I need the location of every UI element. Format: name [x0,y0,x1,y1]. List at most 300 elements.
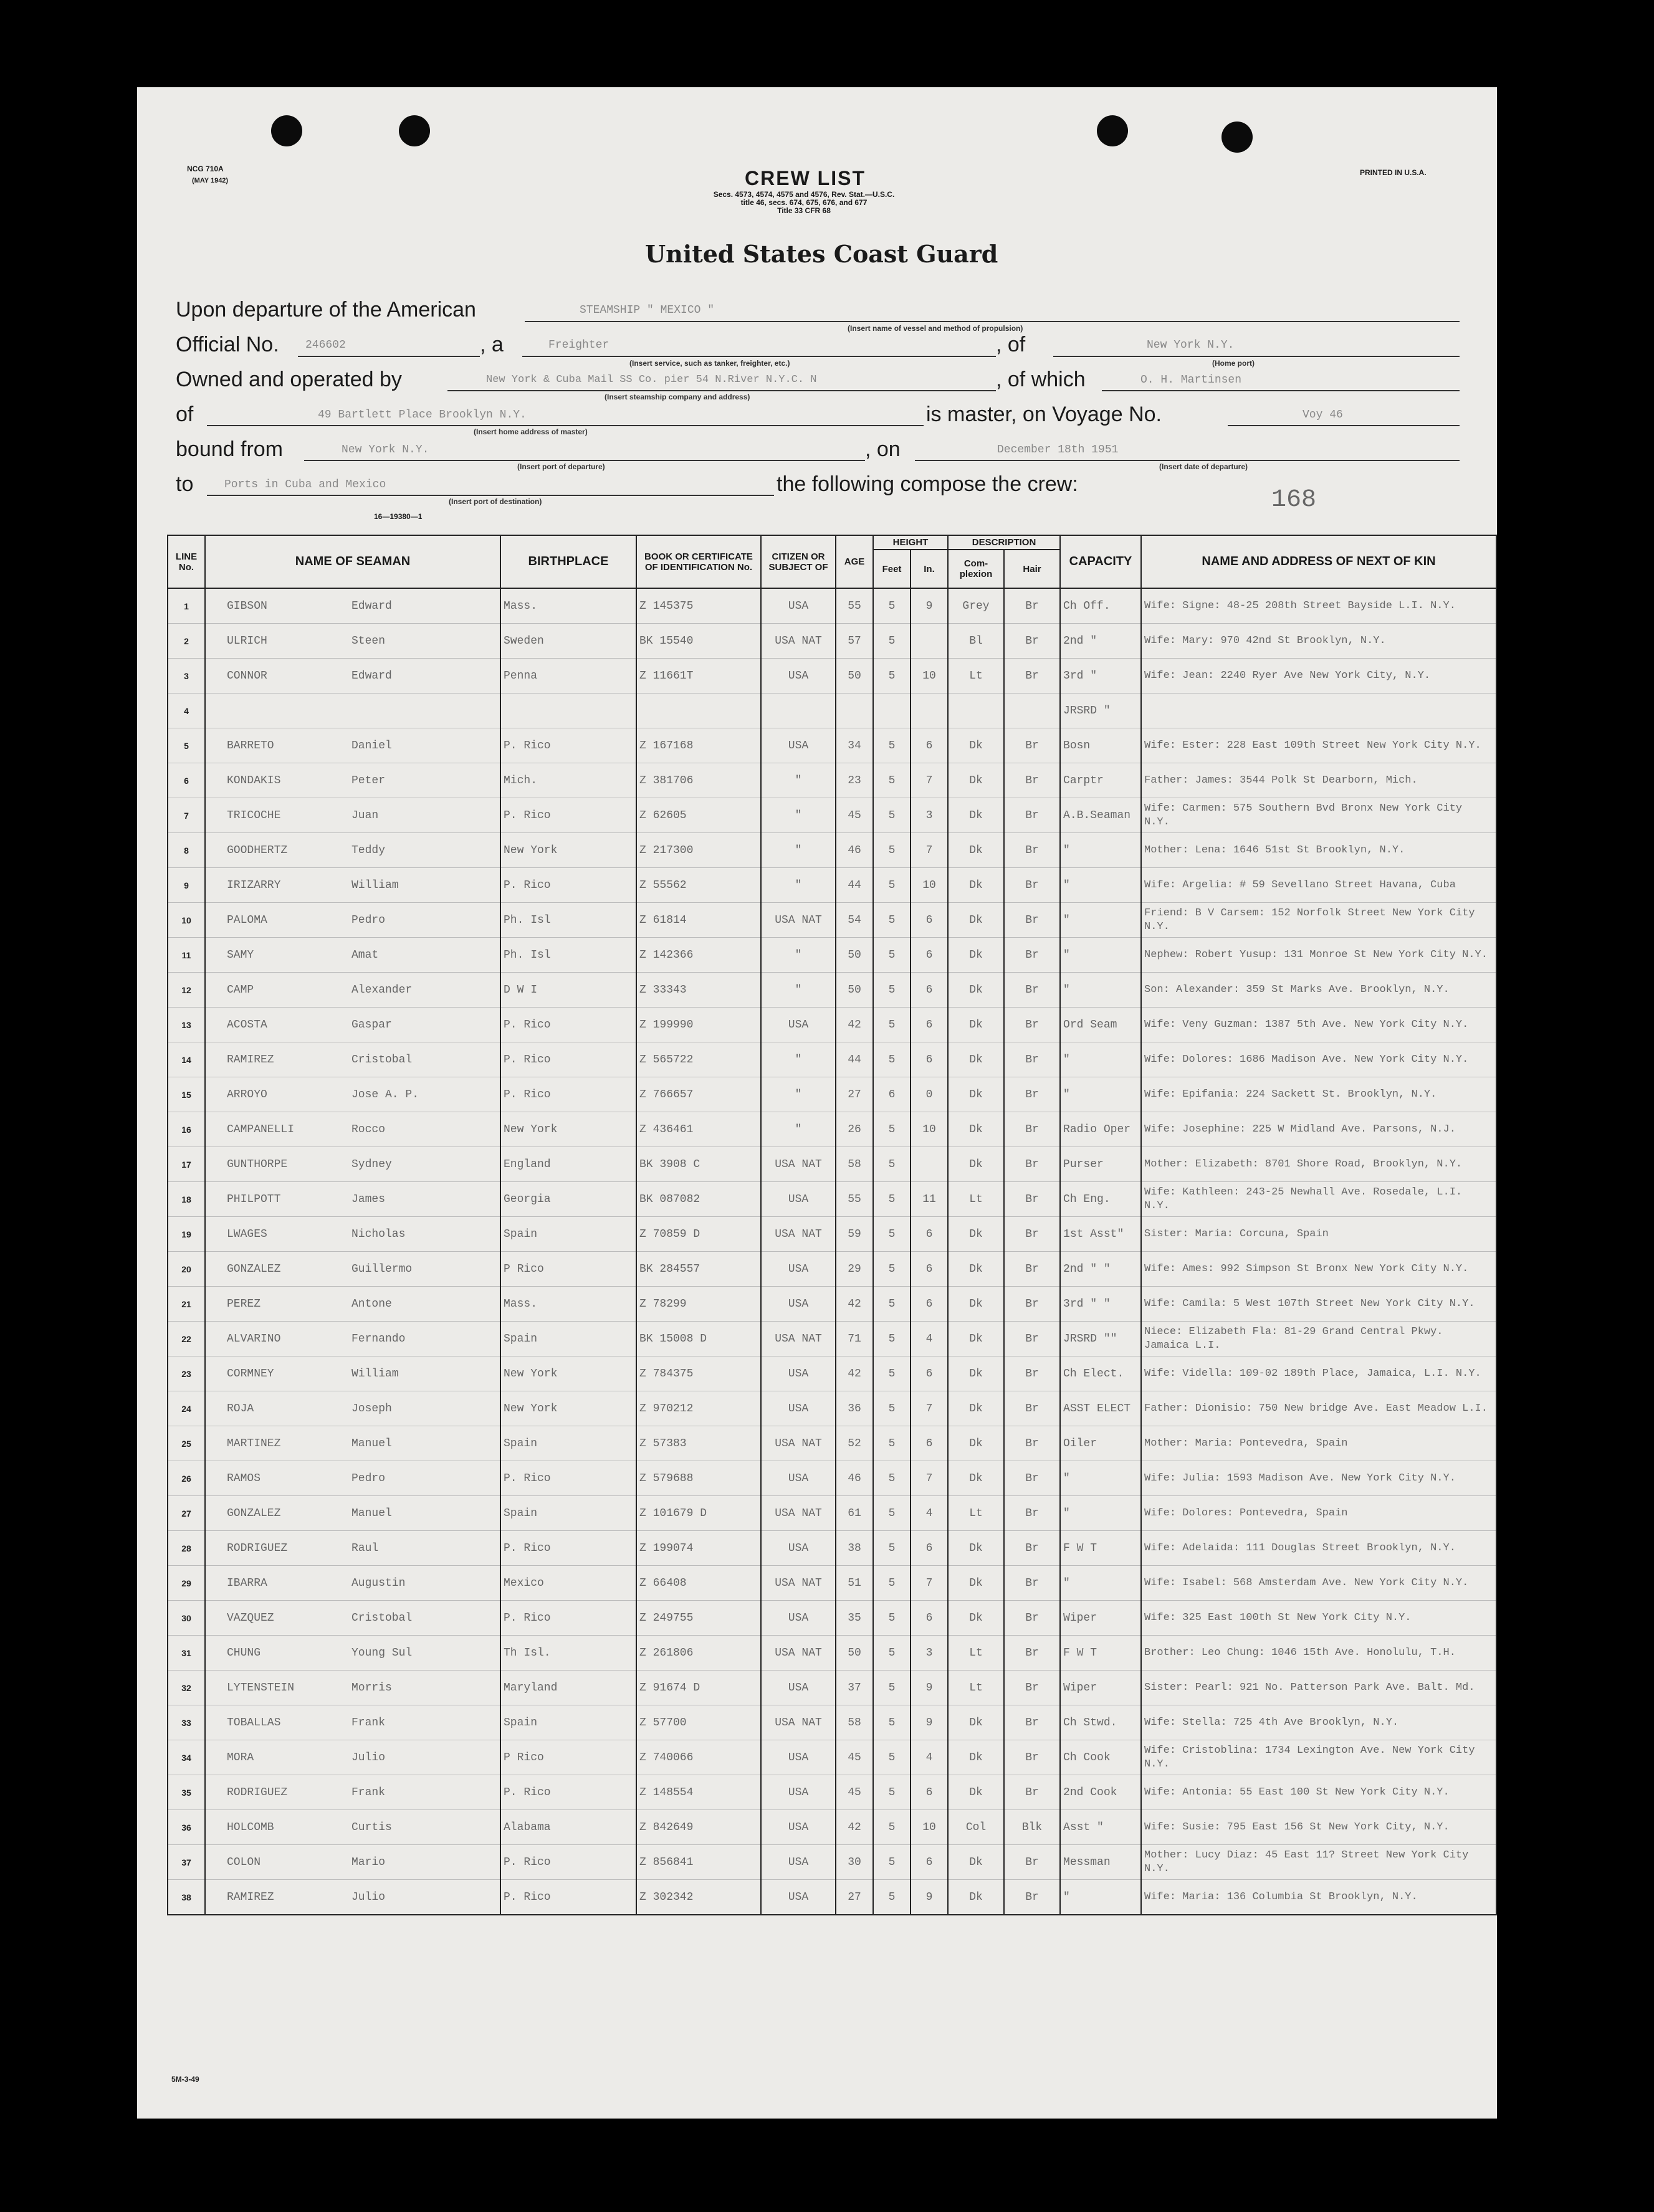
capacity: 2nd " [1060,624,1141,659]
certificate-number: Z 91674 D [636,1671,761,1705]
height-feet: 5 [873,1008,911,1042]
line-number: 7 [168,798,205,833]
given-name: Edward [351,599,392,613]
surname: KONDAKIS [227,774,281,787]
line-number: 28 [168,1531,205,1566]
line-number: 21 [168,1287,205,1322]
seaman-name [205,1252,500,1287]
capacity: Purser [1060,1147,1141,1182]
line-number: 30 [168,1601,205,1636]
crew-rows [168,588,1496,1915]
crew-row [168,1147,1496,1182]
height-feet: 5 [873,1461,911,1496]
col-line: LINE No. [168,535,205,588]
age: 37 [836,1671,873,1705]
punch-hole [271,115,302,146]
age: 50 [836,973,873,1008]
age: 50 [836,659,873,694]
given-name: Rocco [351,1123,386,1136]
citizenship: USA NAT [761,1322,836,1356]
height-inches: 6 [911,1845,948,1880]
line-number: 18 [168,1182,205,1217]
complexion: Dk [948,1008,1004,1042]
height-feet: 5 [873,938,911,973]
surname: PALOMA [227,913,267,927]
given-name: Morris [351,1681,392,1694]
line-number: 16 [168,1112,205,1147]
age: 23 [836,763,873,798]
age: 54 [836,903,873,938]
hair: Br [1004,1566,1060,1601]
height-feet: 5 [873,1391,911,1426]
height-inches: 6 [911,1042,948,1077]
line-number: 3 [168,659,205,694]
citizenship: " [761,973,836,1008]
citizenship [761,694,836,728]
line-number: 27 [168,1496,205,1531]
surname: LYTENSTEIN [227,1681,295,1694]
height-inches: 6 [911,728,948,763]
given-name: Frank [351,1786,386,1799]
capacity: Radio Oper [1060,1112,1141,1147]
line-number: 37 [168,1845,205,1880]
capacity: Ch Eng. [1060,1182,1141,1217]
next-of-kin: Wife: Maria: 136 Columbia St Brooklyn, N.Y. [1141,1880,1496,1915]
citizenship: USA [761,1775,836,1810]
next-of-kin: Son: Alexander: 359 St Marks Ave. Brooklyn, N.Y. [1141,973,1496,1008]
line-number: 33 [168,1705,205,1740]
date-hint: (Insert date of departure) [1159,462,1248,471]
certificate-number: Z 970212 [636,1391,761,1426]
hair [1004,694,1060,728]
departure-date-value: December 18th 1951 [997,444,1119,456]
complexion [948,694,1004,728]
complexion: Dk [948,1775,1004,1810]
given-name: Teddy [351,844,386,857]
given-name: Guillermo [351,1262,413,1275]
seaman-name [205,973,500,1008]
hair: Br [1004,1042,1060,1077]
hair: Br [1004,1252,1060,1287]
next-of-kin: Wife: Ames: 992 Simpson St Bronx New York City N.Y. [1141,1252,1496,1287]
height-feet: 5 [873,1426,911,1461]
citizenship: USA [761,1008,836,1042]
agency-title: United States Coast Guard [645,240,998,268]
seaman-name [205,938,500,973]
age: 29 [836,1252,873,1287]
destination-value: Ports in Cuba and Mexico [224,479,386,491]
birthplace: P. Rico [500,1042,636,1077]
seaman-name [205,659,500,694]
col-complexion: Com-plexion [948,550,1004,588]
certificate-number: Z 61814 [636,903,761,938]
surname: GOODHERTZ [227,844,288,857]
next-of-kin: Wife: Jean: 2240 Ryer Ave New York City, N.Y. [1141,659,1496,694]
certificate-number: Z 381706 [636,763,761,798]
height-inches [911,1147,948,1182]
given-name: Julio [351,1751,386,1764]
certificate-number: Z 145375 [636,588,761,624]
next-of-kin: Wife: Vidella: 109-02 189th Place, Jamaica, L.I. N.Y. [1141,1356,1496,1391]
complexion: Dk [948,938,1004,973]
owner-hint: (Insert steamship company and address) [605,393,750,401]
next-of-kin: Wife: Mary: 970 42nd St Brooklyn, N.Y. [1141,624,1496,659]
given-name: Pedro [351,1472,386,1485]
height-feet: 5 [873,1845,911,1880]
birthplace [500,694,636,728]
next-of-kin: Wife: Julia: 1593 Madison Ave. New York City N.Y. [1141,1461,1496,1496]
given-name: Julio [351,1890,386,1904]
birthplace: Spain [500,1705,636,1740]
punch-hole [399,115,430,146]
birthplace: Spain [500,1496,636,1531]
crew-row [168,624,1496,659]
crew-row [168,1636,1496,1671]
certificate-number: Z 261806 [636,1636,761,1671]
seaman-name [205,1077,500,1112]
next-of-kin: Father: James: 3544 Polk St Dearborn, Mich. [1141,763,1496,798]
capacity: Asst " [1060,1810,1141,1845]
next-of-kin: Wife: Epifania: 224 Sackett St. Brooklyn, N.Y. [1141,1077,1496,1112]
birthplace: New York [500,1391,636,1426]
height-feet: 5 [873,903,911,938]
given-name: Antone [351,1297,392,1310]
age: 58 [836,1705,873,1740]
height-feet: 5 [873,1636,911,1671]
line-number: 20 [168,1252,205,1287]
hair: Br [1004,1287,1060,1322]
complexion: Dk [948,1356,1004,1391]
certificate-number: Z 766657 [636,1077,761,1112]
birthplace: Maryland [500,1671,636,1705]
given-name: Peter [351,774,386,787]
seaman-name [205,1217,500,1252]
height-feet: 5 [873,624,911,659]
form-title: CREW LIST [745,167,866,189]
crew-row [168,1077,1496,1112]
crew-row [168,1496,1496,1531]
birthplace: P. Rico [500,1461,636,1496]
age: 55 [836,1182,873,1217]
height-inches: 6 [911,938,948,973]
age: 45 [836,1740,873,1775]
surname: PHILPOTT [227,1193,281,1206]
hair: Br [1004,1356,1060,1391]
hair: Br [1004,1322,1060,1356]
complexion: Dk [948,1147,1004,1182]
seaman-name [205,1671,500,1705]
birthplace: P. Rico [500,1531,636,1566]
capacity: ASST ELECT [1060,1391,1141,1426]
hair: Br [1004,1496,1060,1531]
surname: PEREZ [227,1297,261,1310]
citizenship: " [761,868,836,903]
hair: Br [1004,938,1060,973]
seaman-name [205,1740,500,1775]
hair: Br [1004,798,1060,833]
complexion: Dk [948,1287,1004,1322]
height-inches: 6 [911,1531,948,1566]
citizenship: " [761,763,836,798]
line-number: 11 [168,938,205,973]
surname: IRIZARRY [227,879,281,892]
line-number: 26 [168,1461,205,1496]
col-book: BOOK OR CERTIFICATE OF IDENTIFICATION No. [636,535,761,588]
age: 42 [836,1287,873,1322]
height-feet: 5 [873,1496,911,1531]
crew-row [168,868,1496,903]
height-inches: 6 [911,1252,948,1287]
crew-row [168,1322,1496,1356]
next-of-kin [1141,694,1496,728]
crew-row [168,1112,1496,1147]
line-number: 29 [168,1566,205,1601]
crew-row [168,1601,1496,1636]
surname: CAMP [227,983,254,996]
master-address-hint: (Insert home address of master) [474,427,588,436]
of-which-label: , of which [996,368,1086,391]
height-inches: 6 [911,973,948,1008]
next-of-kin: Nephew: Robert Yusup: 131 Monroe St New York City N.Y. [1141,938,1496,973]
seaman-name [205,1461,500,1496]
surname: CAMPANELLI [227,1123,295,1136]
surname: ROJA [227,1402,254,1415]
capacity: Carptr [1060,763,1141,798]
citizenship: USA NAT [761,1426,836,1461]
certificate-number: BK 284557 [636,1252,761,1287]
given-name: Augustin [351,1576,406,1590]
next-of-kin: Wife: Dolores: 1686 Madison Ave. New York City N.Y. [1141,1042,1496,1077]
vessel-hint: (Insert name of vessel and method of propulsion) [848,324,1023,333]
given-name: Edward [351,669,392,682]
line-number: 2 [168,624,205,659]
line-number: 4 [168,694,205,728]
form-date: (MAY 1942) [192,177,229,184]
crew-row [168,1705,1496,1740]
hair: Br [1004,1426,1060,1461]
given-name: Jose A. P. [351,1088,419,1101]
col-hair: Hair [1004,550,1060,588]
crew-row [168,763,1496,798]
certificate-number: Z 199074 [636,1531,761,1566]
on-label: , on [865,437,901,461]
birthplace: Spain [500,1322,636,1356]
official-no-label: Official No. [176,333,279,356]
certificate-number: BK 15540 [636,624,761,659]
certificate-number: Z 101679 D [636,1496,761,1531]
certificate-number: Z 565722 [636,1042,761,1077]
capacity: JRSRD "" [1060,1322,1141,1356]
height-inches: 6 [911,1008,948,1042]
birthplace: Mass. [500,1287,636,1322]
surname: RAMIREZ [227,1890,274,1904]
birthplace: Mexico [500,1566,636,1601]
certificate-number: BK 3908 C [636,1147,761,1182]
line-number: 15 [168,1077,205,1112]
hair: Br [1004,588,1060,624]
complexion: Dk [948,1391,1004,1426]
given-name: Mario [351,1856,386,1869]
col-feet: Feet [873,550,911,588]
certificate-number: Z 11661T [636,659,761,694]
height-inches: 10 [911,659,948,694]
given-name: Nicholas [351,1228,406,1241]
height-inches [911,694,948,728]
next-of-kin: Wife: Adelaida: 111 Douglas Street Brooklyn, N.Y. [1141,1531,1496,1566]
capacity: Messman [1060,1845,1141,1880]
crew-row [168,1217,1496,1252]
next-of-kin: Wife: Kathleen: 243-25 Newhall Ave. Rosedale, L.I. N.Y. [1141,1182,1496,1217]
birthplace: New York [500,1112,636,1147]
height-inches: 4 [911,1496,948,1531]
birthplace: Ph. Isl [500,938,636,973]
destination-hint: (Insert port of destination) [449,497,542,506]
surname: ALVARINO [227,1332,281,1345]
col-height: HEIGHT [873,535,948,550]
given-name: Daniel [351,739,392,752]
next-of-kin: Wife: Camila: 5 West 107th Street New York City N.Y. [1141,1287,1496,1322]
seaman-name [205,833,500,868]
given-name: Pedro [351,913,386,927]
hair: Br [1004,1636,1060,1671]
col-capacity: CAPACITY [1060,535,1141,588]
height-inches: 0 [911,1077,948,1112]
height-inches: 10 [911,868,948,903]
given-name: Frank [351,1716,386,1729]
height-inches: 10 [911,1810,948,1845]
height-feet: 5 [873,1147,911,1182]
height-feet: 6 [873,1077,911,1112]
of-label: , of [996,333,1026,356]
seaman-name [205,588,500,624]
birthplace: Spain [500,1217,636,1252]
capacity: " [1060,868,1141,903]
capacity: Bosn [1060,728,1141,763]
seaman-name [205,1042,500,1077]
certificate-number: Z 62605 [636,798,761,833]
age [836,694,873,728]
age: 50 [836,1636,873,1671]
hair: Br [1004,728,1060,763]
certificate-number: Z 142366 [636,938,761,973]
age: 57 [836,624,873,659]
hair: Br [1004,1217,1060,1252]
hair: Br [1004,1845,1060,1880]
seaman-name [205,868,500,903]
height-feet: 5 [873,798,911,833]
next-of-kin: Wife: Dolores: Pontevedra, Spain [1141,1496,1496,1531]
complexion: Col [948,1810,1004,1845]
seaman-name [205,1147,500,1182]
height-inches: 9 [911,588,948,624]
citizenship: " [761,938,836,973]
birthplace: Mich. [500,763,636,798]
given-name: Curtis [351,1821,392,1834]
citizenship: USA [761,728,836,763]
certificate-number: Z 33343 [636,973,761,1008]
citizenship: USA NAT [761,1496,836,1531]
capacity: Ch Cook [1060,1740,1141,1775]
complexion: Dk [948,728,1004,763]
birthplace: England [500,1147,636,1182]
next-of-kin: Wife: Susie: 795 East 156 St New York City, N.Y. [1141,1810,1496,1845]
complexion: Dk [948,1112,1004,1147]
birthplace: P. Rico [500,728,636,763]
height-feet: 5 [873,1287,911,1322]
capacity: Ch Elect. [1060,1356,1141,1391]
bound-label: bound from [176,437,283,461]
citizenship: USA [761,1356,836,1391]
home-port-hint: (Home port) [1212,359,1255,368]
complexion: Dk [948,1601,1004,1636]
crew-row [168,1810,1496,1845]
citizenship: " [761,1042,836,1077]
birthplace: Th Isl. [500,1636,636,1671]
hair: Br [1004,1671,1060,1705]
height-inches: 11 [911,1182,948,1217]
complexion: Lt [948,1182,1004,1217]
printed-in: PRINTED IN U.S.A. [1360,168,1427,177]
complexion: Lt [948,1671,1004,1705]
complexion: Dk [948,1042,1004,1077]
hair: Br [1004,1077,1060,1112]
hair: Br [1004,1740,1060,1775]
complexion: Dk [948,1566,1004,1601]
given-name: Cristobal [351,1611,413,1624]
crew-row [168,1845,1496,1880]
seaman-name [205,1880,500,1915]
line-number: 13 [168,1008,205,1042]
crew-row [168,1426,1496,1461]
height-inches: 7 [911,1461,948,1496]
surname: IBARRA [227,1576,267,1590]
height-feet: 5 [873,1566,911,1601]
next-of-kin: Mother: Maria: Pontevedra, Spain [1141,1426,1496,1461]
given-name: Young Sul [351,1646,413,1659]
age: 36 [836,1391,873,1426]
line-number: 38 [168,1880,205,1915]
surname: ULRICH [227,634,267,647]
crew-row [168,1391,1496,1426]
seaman-name [205,1356,500,1391]
owned-label: Owned and operated by [176,368,402,391]
complexion: Dk [948,1426,1004,1461]
surname: CORMNEY [227,1367,274,1380]
surname: BARRETO [227,739,274,752]
seaman-name [205,1322,500,1356]
citizenship: USA [761,1845,836,1880]
next-of-kin: Friend: B V Carsem: 152 Norfolk Street New York City N.Y. [1141,903,1496,938]
surname: VAZQUEZ [227,1611,274,1624]
height-feet [873,694,911,728]
height-feet: 5 [873,588,911,624]
col-citizen: CITIZEN OR SUBJECT OF [761,535,836,588]
hair: Br [1004,868,1060,903]
hair: Br [1004,659,1060,694]
citizenship: USA [761,1391,836,1426]
surname: COLON [227,1856,261,1869]
seaman-name [205,1845,500,1880]
master-address-value: 49 Bartlett Place Brooklyn N.Y. [318,409,527,421]
surname: LWAGES [227,1228,267,1241]
height-inches: 9 [911,1671,948,1705]
citizenship: USA [761,1531,836,1566]
capacity: Oiler [1060,1426,1141,1461]
age: 61 [836,1496,873,1531]
height-feet: 5 [873,1531,911,1566]
given-name: Gaspar [351,1018,392,1031]
height-inches: 9 [911,1705,948,1740]
